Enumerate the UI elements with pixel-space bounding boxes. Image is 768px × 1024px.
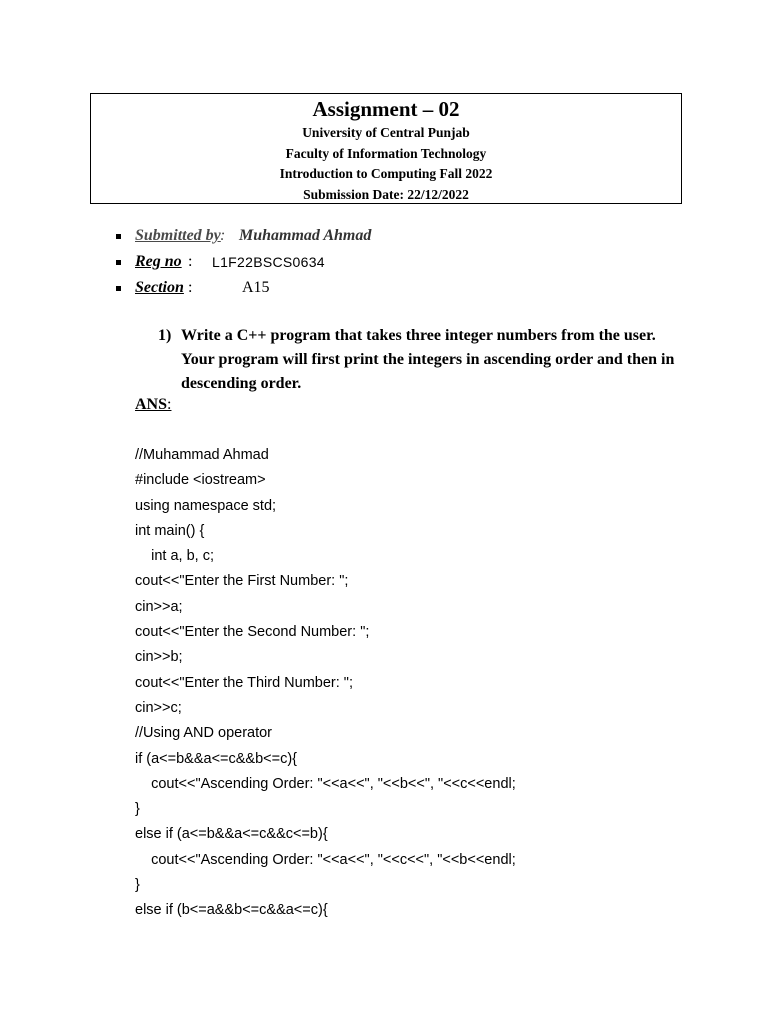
code-line: if (a<=b&&a<=c&&b<=c){ bbox=[135, 750, 298, 767]
code-line: cin>>c; bbox=[135, 699, 182, 716]
submitted-by-colon: : bbox=[220, 227, 226, 244]
course-name: Introduction to Computing Fall 2022 bbox=[279, 166, 493, 181]
section-value: A15 bbox=[242, 279, 270, 296]
code-line: cout<<"Ascending Order: "<<a<<", "<<c<<", "<<b<<endl; bbox=[135, 851, 516, 868]
code-line: //Muhammad Ahmad bbox=[135, 447, 269, 463]
submitted-by-label: Submitted by bbox=[135, 227, 221, 244]
submitted-by-value: Muhammad Ahmad bbox=[239, 227, 372, 244]
code-line: //Using AND operator bbox=[135, 725, 273, 742]
answer-label: ANS: bbox=[135, 396, 172, 413]
assignment-title: Assignment – 02 bbox=[312, 97, 460, 121]
answer-colon: : bbox=[167, 396, 172, 413]
question-text: Write a C++ program that takes three integer numbers from the user. Your program will first print the integers in ascending order and then in descending order. bbox=[181, 327, 675, 392]
question-number: 1) bbox=[158, 327, 172, 344]
code-line: cin>>b; bbox=[135, 649, 183, 666]
code-line: cout<<"Ascending Order: "<<a<<", "<<b<<", "<<c<<endl; bbox=[135, 775, 516, 792]
code-line: } bbox=[135, 877, 140, 894]
code-line: else if (a<=b&&a<=c&&c<=b){ bbox=[135, 826, 328, 843]
code-line: int a, b, c; bbox=[135, 548, 214, 565]
code-line: cout<<"Enter the Second Number: "; bbox=[135, 624, 370, 641]
code-line: else if (b<=a&&b<=c&&a<=c){ bbox=[135, 902, 328, 919]
code-line: cout<<"Enter the First Number: "; bbox=[135, 573, 349, 590]
section-label: Section bbox=[135, 279, 184, 296]
section-colon: : bbox=[188, 279, 193, 296]
code-line: } bbox=[135, 801, 140, 818]
header-box bbox=[90, 93, 682, 204]
reg-no-value: L1F22BSCS0634 bbox=[212, 254, 325, 270]
code-line: cin>>a; bbox=[135, 598, 183, 615]
reg-no-colon: : bbox=[188, 253, 193, 270]
code-line: #include <iostream> bbox=[135, 472, 266, 489]
code-line: using namespace std; bbox=[135, 497, 277, 514]
bullet-square-icon bbox=[116, 286, 121, 291]
question-1 bbox=[158, 324, 688, 396]
code-line: cout<<"Enter the Third Number: "; bbox=[135, 674, 353, 691]
submission-date: Submission Date: 22/12/2022 bbox=[303, 186, 469, 202]
reg-no-label: Reg no bbox=[135, 253, 182, 270]
faculty-name: Faculty of Information Technology bbox=[285, 145, 487, 161]
bullet-square-icon bbox=[116, 234, 121, 239]
code-line: int main() { bbox=[135, 522, 205, 539]
university-name: University of Central Punjab bbox=[302, 125, 470, 140]
bullet-square-icon bbox=[116, 260, 121, 265]
code-block bbox=[135, 443, 516, 924]
